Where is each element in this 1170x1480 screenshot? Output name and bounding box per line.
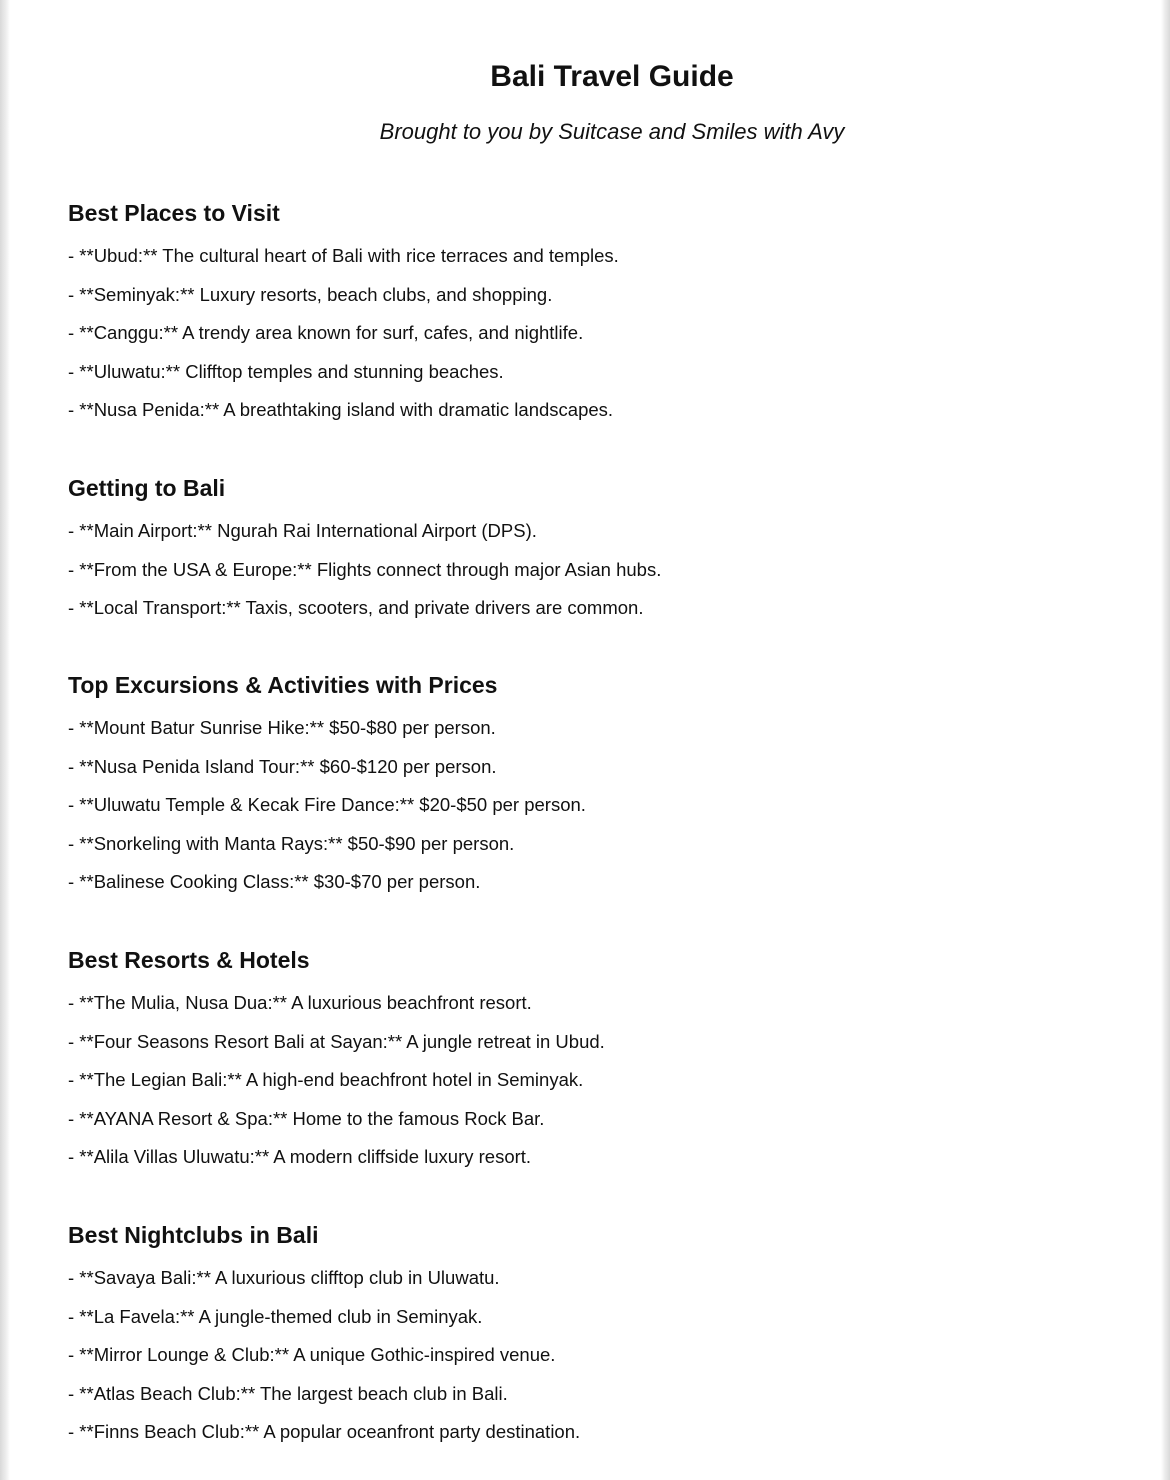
section-heading: Top Excursions & Activities with Prices [68, 672, 498, 698]
item-list [68, 244, 1128, 422]
list-item: - **Snorkeling with Manta Rays:** $50-$90 per person. [68, 832, 515, 854]
item-list [68, 991, 1128, 1169]
list-item: - **The Mulia, Nusa Dua:** A luxurious beachfront resort. [68, 992, 532, 1013]
list-item: - **Main Airport:** Ngurah Rai International Airport (DPS). [68, 520, 537, 541]
section-resorts [68, 945, 1128, 1184]
list-item: - **Finns Beach Club:** A popular oceanfront party destination. [68, 1421, 581, 1442]
item-list [68, 1266, 1128, 1444]
page-subtitle: Brought to you by Suitcase and Smiles with Avy [379, 119, 845, 144]
list-item: - **Uluwatu:** Clifftop temples and stunning beaches. [68, 360, 504, 382]
section-best-places [68, 198, 1128, 437]
section-excursions [68, 670, 1128, 909]
list-item: - **Local Transport:** Taxis, scooters, and private drivers are common. [68, 597, 644, 618]
item-list [68, 519, 1128, 620]
list-item: - **Nusa Penida:** A breathtaking island with dramatic landscapes. [68, 399, 614, 420]
list-item: - **Uluwatu Temple & Kecak Fire Dance:** $20-$50 per person. [68, 794, 586, 815]
section-heading: Best Places to Visit [68, 200, 280, 226]
list-item: - **Mount Batur Sunrise Hike:** $50-$80 per person. [68, 717, 496, 738]
section-nightclubs [68, 1220, 1128, 1459]
page-shadow-right [1161, 0, 1170, 1480]
list-item: - **Mirror Lounge & Club:** A unique Gothic-inspired venue. [68, 1344, 556, 1365]
list-item: - **Balinese Cooking Class:** $30-$70 per person. [68, 871, 481, 892]
section-getting-to-bali [68, 473, 1128, 635]
list-item: - **From the USA & Europe:** Flights connect through major Asian hubs. [68, 558, 662, 580]
section-heading: Best Resorts & Hotels [68, 947, 310, 973]
list-item: - **Seminyak:** Luxury resorts, beach clubs, and shopping. [68, 283, 553, 305]
list-item: - **Four Seasons Resort Bali at Sayan:** A jungle retreat in Ubud. [68, 1030, 605, 1052]
section-heading: Best Nightclubs in Bali [68, 1222, 319, 1248]
list-item: - **Nusa Penida Island Tour:** $60-$120 per person. [68, 755, 497, 777]
list-item: - **The Legian Bali:** A high-end beachfront hotel in Seminyak. [68, 1069, 584, 1090]
item-list [68, 716, 1128, 894]
list-item: - **Savaya Bali:** A luxurious clifftop club in Uluwatu. [68, 1267, 500, 1288]
list-item: - **Alila Villas Uluwatu:** A modern cliffside luxury resort. [68, 1146, 532, 1167]
page-shadow-left [0, 0, 10, 1480]
list-item: - **Atlas Beach Club:** The largest beach club in Bali. [68, 1382, 508, 1404]
list-item: - **La Favela:** A jungle-themed club in Seminyak. [68, 1305, 483, 1327]
section-heading: Getting to Bali [68, 475, 226, 501]
page-title: Bali Travel Guide [490, 60, 734, 93]
list-item: - **AYANA Resort & Spa:** Home to the famous Rock Bar. [68, 1107, 545, 1129]
list-item: - **Ubud:** The cultural heart of Bali with rice terraces and temples. [68, 245, 619, 266]
list-item: - **Canggu:** A trendy area known for surf, cafes, and nightlife. [68, 322, 584, 343]
